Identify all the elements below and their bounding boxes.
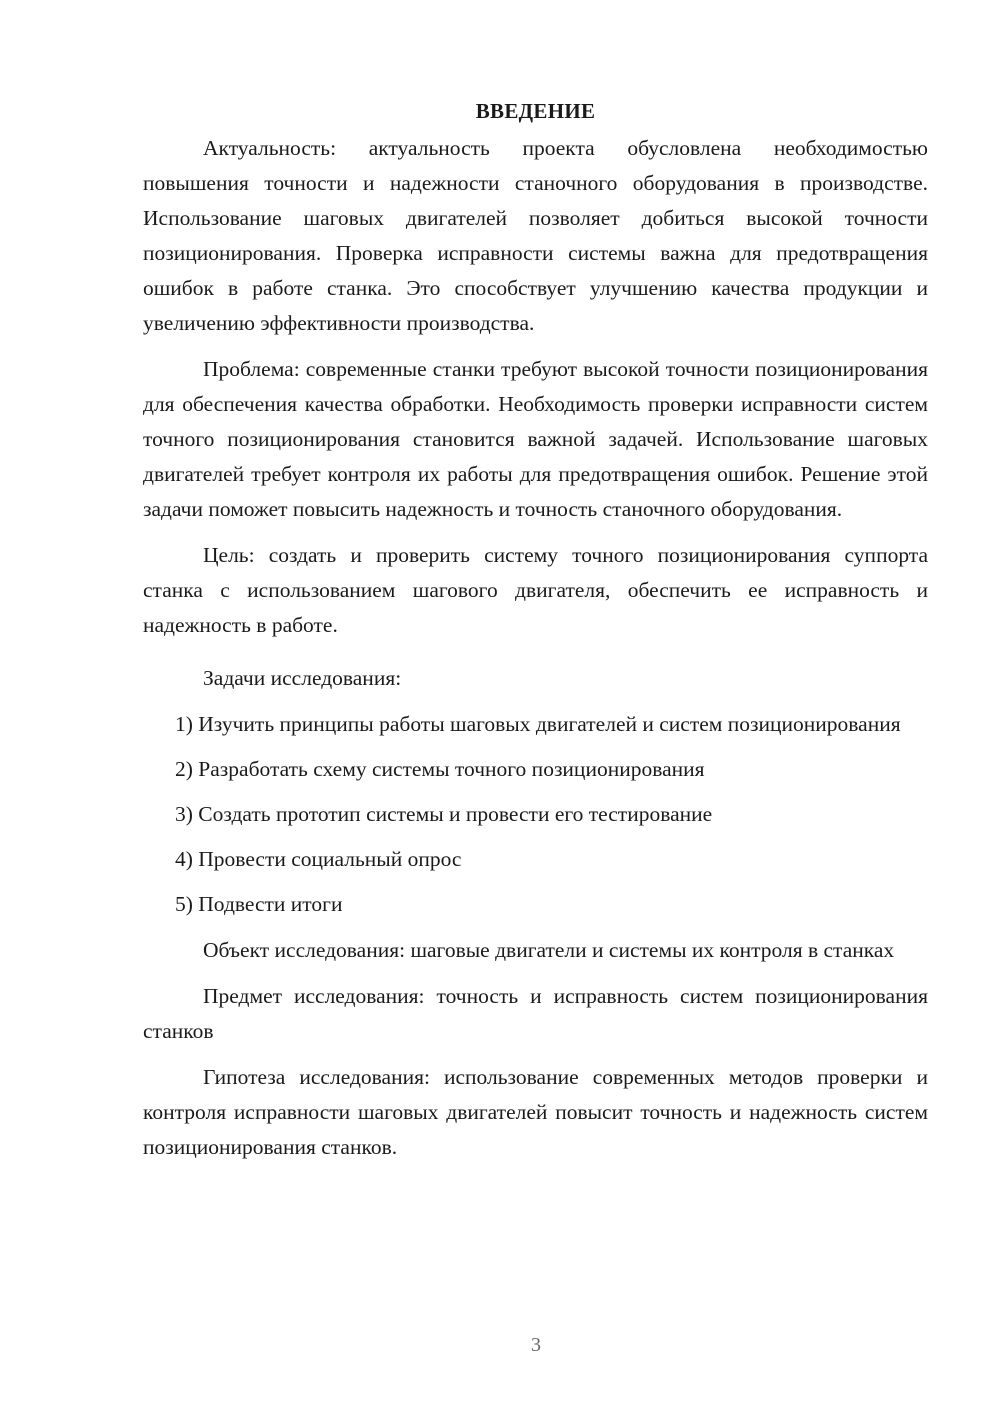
task-item-3: 3) Создать прототип системы и провести его тестирование (175, 802, 713, 826)
problem-paragraph: Проблема: современные станки требуют высокой точности позиционирования для обеспечения качества обработки. Необходимость проверки исправности систем точного позиционирования становится важной задачей. Использование шаговых двигателей требует контроля их работы для предотвращения ошибок. Решение этой задачи поможет повысить надежность и точность станочного оборудования. (143, 357, 928, 521)
task-item-2: 2) Разработать схему системы точного позиционирования (175, 757, 705, 781)
relevance-paragraph: Актуальность: актуальность проекта обусловлена необходимостью повышения точности и надежности станочного оборудования в производстве. Использование шаговых двигателей позволяет добиться высокой точности позиционирования. Проверка исправности системы важна для предотвращения ошибок в работе станка. Это способствует улучшению качества продукции и увеличению эффективности производства. (143, 136, 928, 335)
page-content (143, 96, 928, 1165)
tasks-heading: Задачи исследования: (203, 666, 402, 690)
hypothesis-paragraph: Гипотеза исследования: использование современных методов проверки и контроля исправности шаговых двигателей повысит точность и надежность систем позиционирования станков. (143, 1065, 928, 1159)
task-item-4: 4) Провести социальный опрос (175, 847, 462, 871)
page-number: 3 (531, 1334, 541, 1356)
research-object-paragraph: Объект исследования: шаговые двигатели и системы их контроля в станках (203, 938, 895, 962)
task-item-5: 5) Подвести итоги (175, 892, 343, 916)
task-item-1: 1) Изучить принципы работы шаговых двигателей и систем позиционирования (175, 712, 901, 736)
goal-paragraph: Цель: создать и проверить систему точного позиционирования суппорта станка с использованием шагового двигателя, обеспечить ее исправность и надежность в работе. (143, 543, 928, 637)
section-title: ВВЕДЕНИЕ (475, 99, 596, 123)
research-subject-paragraph: Предмет исследования: точность и исправность систем позиционирования станков (143, 984, 928, 1043)
